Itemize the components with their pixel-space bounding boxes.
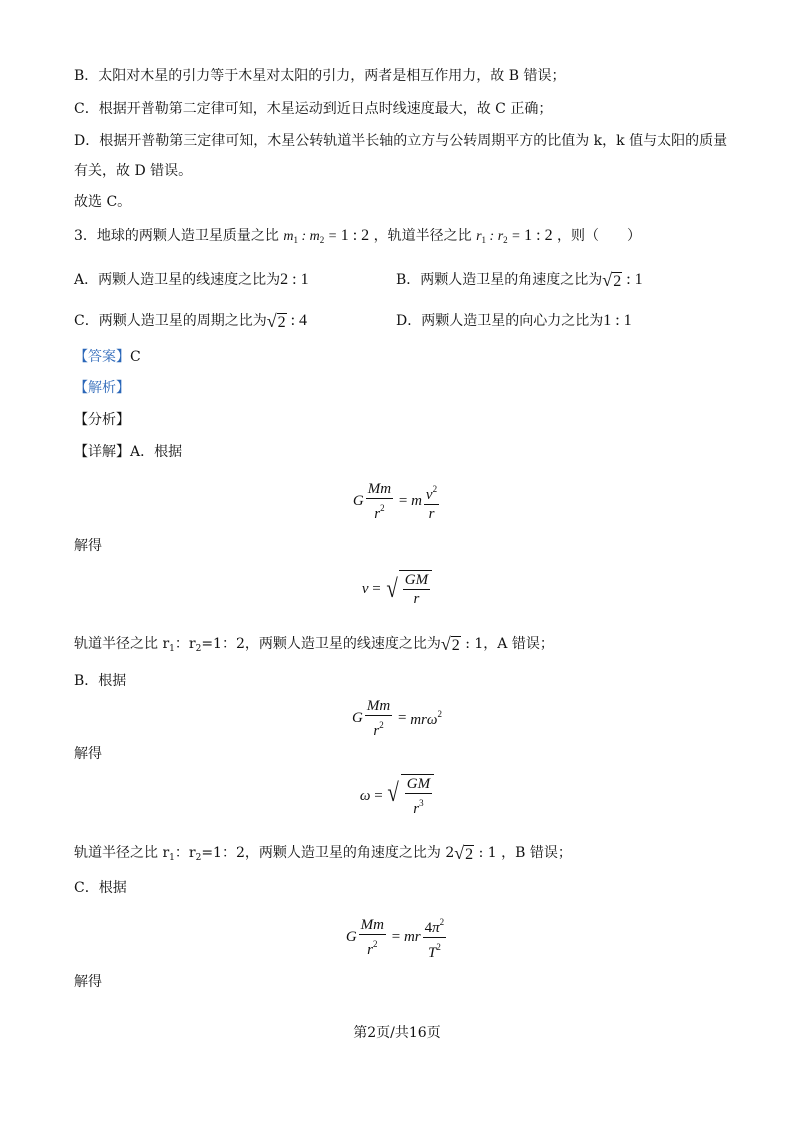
equation-gravity-omega: G $\frac{Mm}{r^2}$ = mrω$^2$ bbox=[352, 698, 442, 739]
option-b-text: B．两颗人造卫星的角速度之比为 bbox=[396, 272, 603, 288]
choose-answer: 故选 C。 bbox=[74, 194, 132, 210]
question-mid: ，轨道半径之比 bbox=[373, 228, 472, 244]
sqrt-icon: √ 2 bbox=[440, 634, 460, 654]
jiede-1: 解得 bbox=[74, 538, 102, 554]
option-b-tail: : 1 bbox=[622, 271, 643, 288]
fenxi-label: 【分析】 bbox=[74, 412, 130, 428]
option-c-tail: : 4 bbox=[286, 312, 308, 329]
question-prefix: 3．地球的两颗人造卫星质量之比 bbox=[74, 228, 279, 244]
option-c-text: C．两颗人造卫星的周期之比为 bbox=[74, 313, 267, 329]
option-a bbox=[74, 270, 309, 290]
c-gen: C．根据 bbox=[74, 880, 127, 896]
analysis-label: 【解析】 bbox=[74, 380, 130, 396]
option-a-value: 2 : 1 bbox=[280, 271, 309, 288]
detail-line: 【详解】A．根据 bbox=[74, 444, 183, 460]
option-c bbox=[74, 311, 307, 331]
option-d-explanation: D．根据开普勒第三定律可知，木星公转轨道半长轴的立方与公转周期平方的比值为 k，k 值与太阳的质量 bbox=[74, 133, 728, 149]
mass-ratio: 1 : 2 bbox=[340, 227, 370, 244]
sqrt-icon: √ 2 bbox=[454, 843, 474, 863]
option-d-text: D．两颗人造卫星的向心力之比为 bbox=[396, 313, 604, 329]
option-d-value: 1 : 1 bbox=[603, 312, 632, 329]
b-conclusion: 轨道半径之比 $r_1$：$r_2=1$：2，两颗人造卫星的角速度之比为 2 √ 2 : 1 ，B 错误； bbox=[74, 843, 572, 863]
page-number: 第2页/共16页 bbox=[353, 1025, 441, 1041]
radius-ratio: 1 : 2 bbox=[524, 227, 553, 244]
answer-label: 【答案】 bbox=[74, 349, 130, 365]
question-suffix: ，则（ ） bbox=[557, 228, 642, 244]
equation-v: v = √ $\frac{GM}{r}$ bbox=[0, 570, 794, 608]
option-b bbox=[396, 270, 643, 290]
equation-gravity-period: G $\frac{Mm}{r^2}$ = mr $\frac{4\pi^2}{T^2}$ bbox=[0, 913, 794, 962]
jiede-3: 解得 bbox=[74, 974, 102, 990]
mass-ratio-vars: $m_1$ : $m_2$ = bbox=[283, 229, 341, 245]
equation-omega: ω = √ $\frac{GM}{r^3}$ bbox=[0, 774, 794, 818]
option-c-explanation: C．根据开普勒第二定律可知，木星运动到近日点时线速度最大，故 C 正确； bbox=[74, 101, 553, 117]
radius-ratio-vars: $r_1$ : $r_2$ = bbox=[476, 229, 525, 245]
option-d-explanation-cont: 有关，故 D 错误。 bbox=[74, 163, 193, 179]
b-gen: B．根据 bbox=[74, 673, 127, 689]
answer-value: C bbox=[130, 349, 141, 365]
jiede-2: 解得 bbox=[74, 746, 102, 762]
sqrt-icon: √ 2 bbox=[602, 270, 622, 290]
option-a-text: A．两颗人造卫星的线速度之比为 bbox=[74, 272, 281, 288]
question-3 bbox=[74, 226, 641, 250]
option-b-explanation: B．太阳对木星的引力等于木星对太阳的引力，两者是相互作用力，故 B 错误； bbox=[74, 68, 566, 84]
equation-gravity-velocity: G $\frac{Mm}{r^2}$ = m $\frac{v^2}{r}$ bbox=[352, 481, 438, 522]
sqrt-icon: √ 2 bbox=[266, 311, 286, 331]
a-conclusion: 轨道半径之比 $r_1$：$r_2=1$：2，两颗人造卫星的线速度之比为 √ 2 : 1，A 错误； bbox=[74, 634, 554, 654]
option-d bbox=[396, 311, 632, 331]
answer-line bbox=[74, 347, 141, 367]
